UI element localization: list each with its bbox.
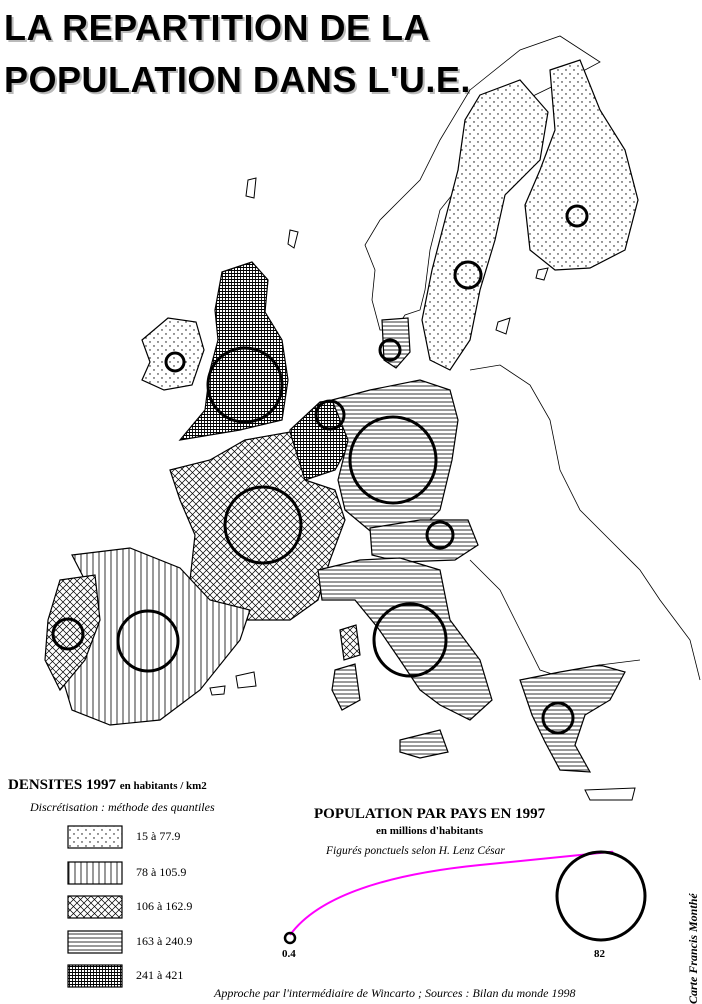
eastern-border <box>470 365 700 680</box>
countries <box>45 60 638 772</box>
population-max-circle <box>557 852 645 940</box>
population-legend-graphic <box>285 852 645 943</box>
legend-label-2: 78 à 105.9 <box>136 865 187 879</box>
population-min-label: 0.4 <box>282 948 296 960</box>
swatch-dots <box>68 826 122 848</box>
sources-footer: Approche par l'intermédiaire de Wincarto ; Sources : Bilan du monde 1998 <box>214 986 576 1000</box>
legend-label-1: 15 à 77.9 <box>136 829 181 843</box>
legend-method: Discrétisation : méthode des quantiles <box>30 800 215 814</box>
sardinia <box>332 664 360 710</box>
corsica <box>340 625 360 660</box>
map-credit: Carte Francis Monthé <box>686 893 700 1004</box>
population-curve <box>290 852 612 935</box>
island-aland <box>536 268 548 280</box>
island-balearic <box>210 686 225 695</box>
sicily <box>400 730 448 758</box>
island-hebrides <box>288 230 298 248</box>
legend-unit: en habitants / km2 <box>119 780 207 792</box>
title-line-2: POPULATION DANS L'U.E. <box>4 59 471 100</box>
swatch-grid <box>68 965 122 987</box>
population-max-label: 82 <box>594 948 605 960</box>
population-method: Figurés ponctuels selon H. Lenz César <box>326 845 505 857</box>
swatch-crosshatch <box>68 896 122 918</box>
austria <box>370 520 478 562</box>
title-line-1: LA REPARTITION DE LA <box>4 7 430 48</box>
island-balearic-2 <box>236 672 256 688</box>
legend-label-4: 163 à 240.9 <box>136 934 193 948</box>
population-unit: en millions d'habitants <box>376 825 483 837</box>
legend-swatches <box>68 826 122 987</box>
legend-label-5: 241 à 421 <box>136 968 184 982</box>
swatch-vertical <box>68 862 122 884</box>
swatch-horizontal <box>68 931 122 953</box>
legend-title <box>8 777 207 794</box>
island-gotland <box>496 318 510 334</box>
island-shetland <box>246 178 256 198</box>
population-title: POPULATION PAR PAYS EN 1997 <box>314 806 546 822</box>
legend-title-text: DENSITES 1997 <box>8 777 116 793</box>
island-crete <box>585 788 635 800</box>
balkan-border <box>470 560 640 680</box>
legend-label-3: 106 à 162.9 <box>136 899 193 913</box>
